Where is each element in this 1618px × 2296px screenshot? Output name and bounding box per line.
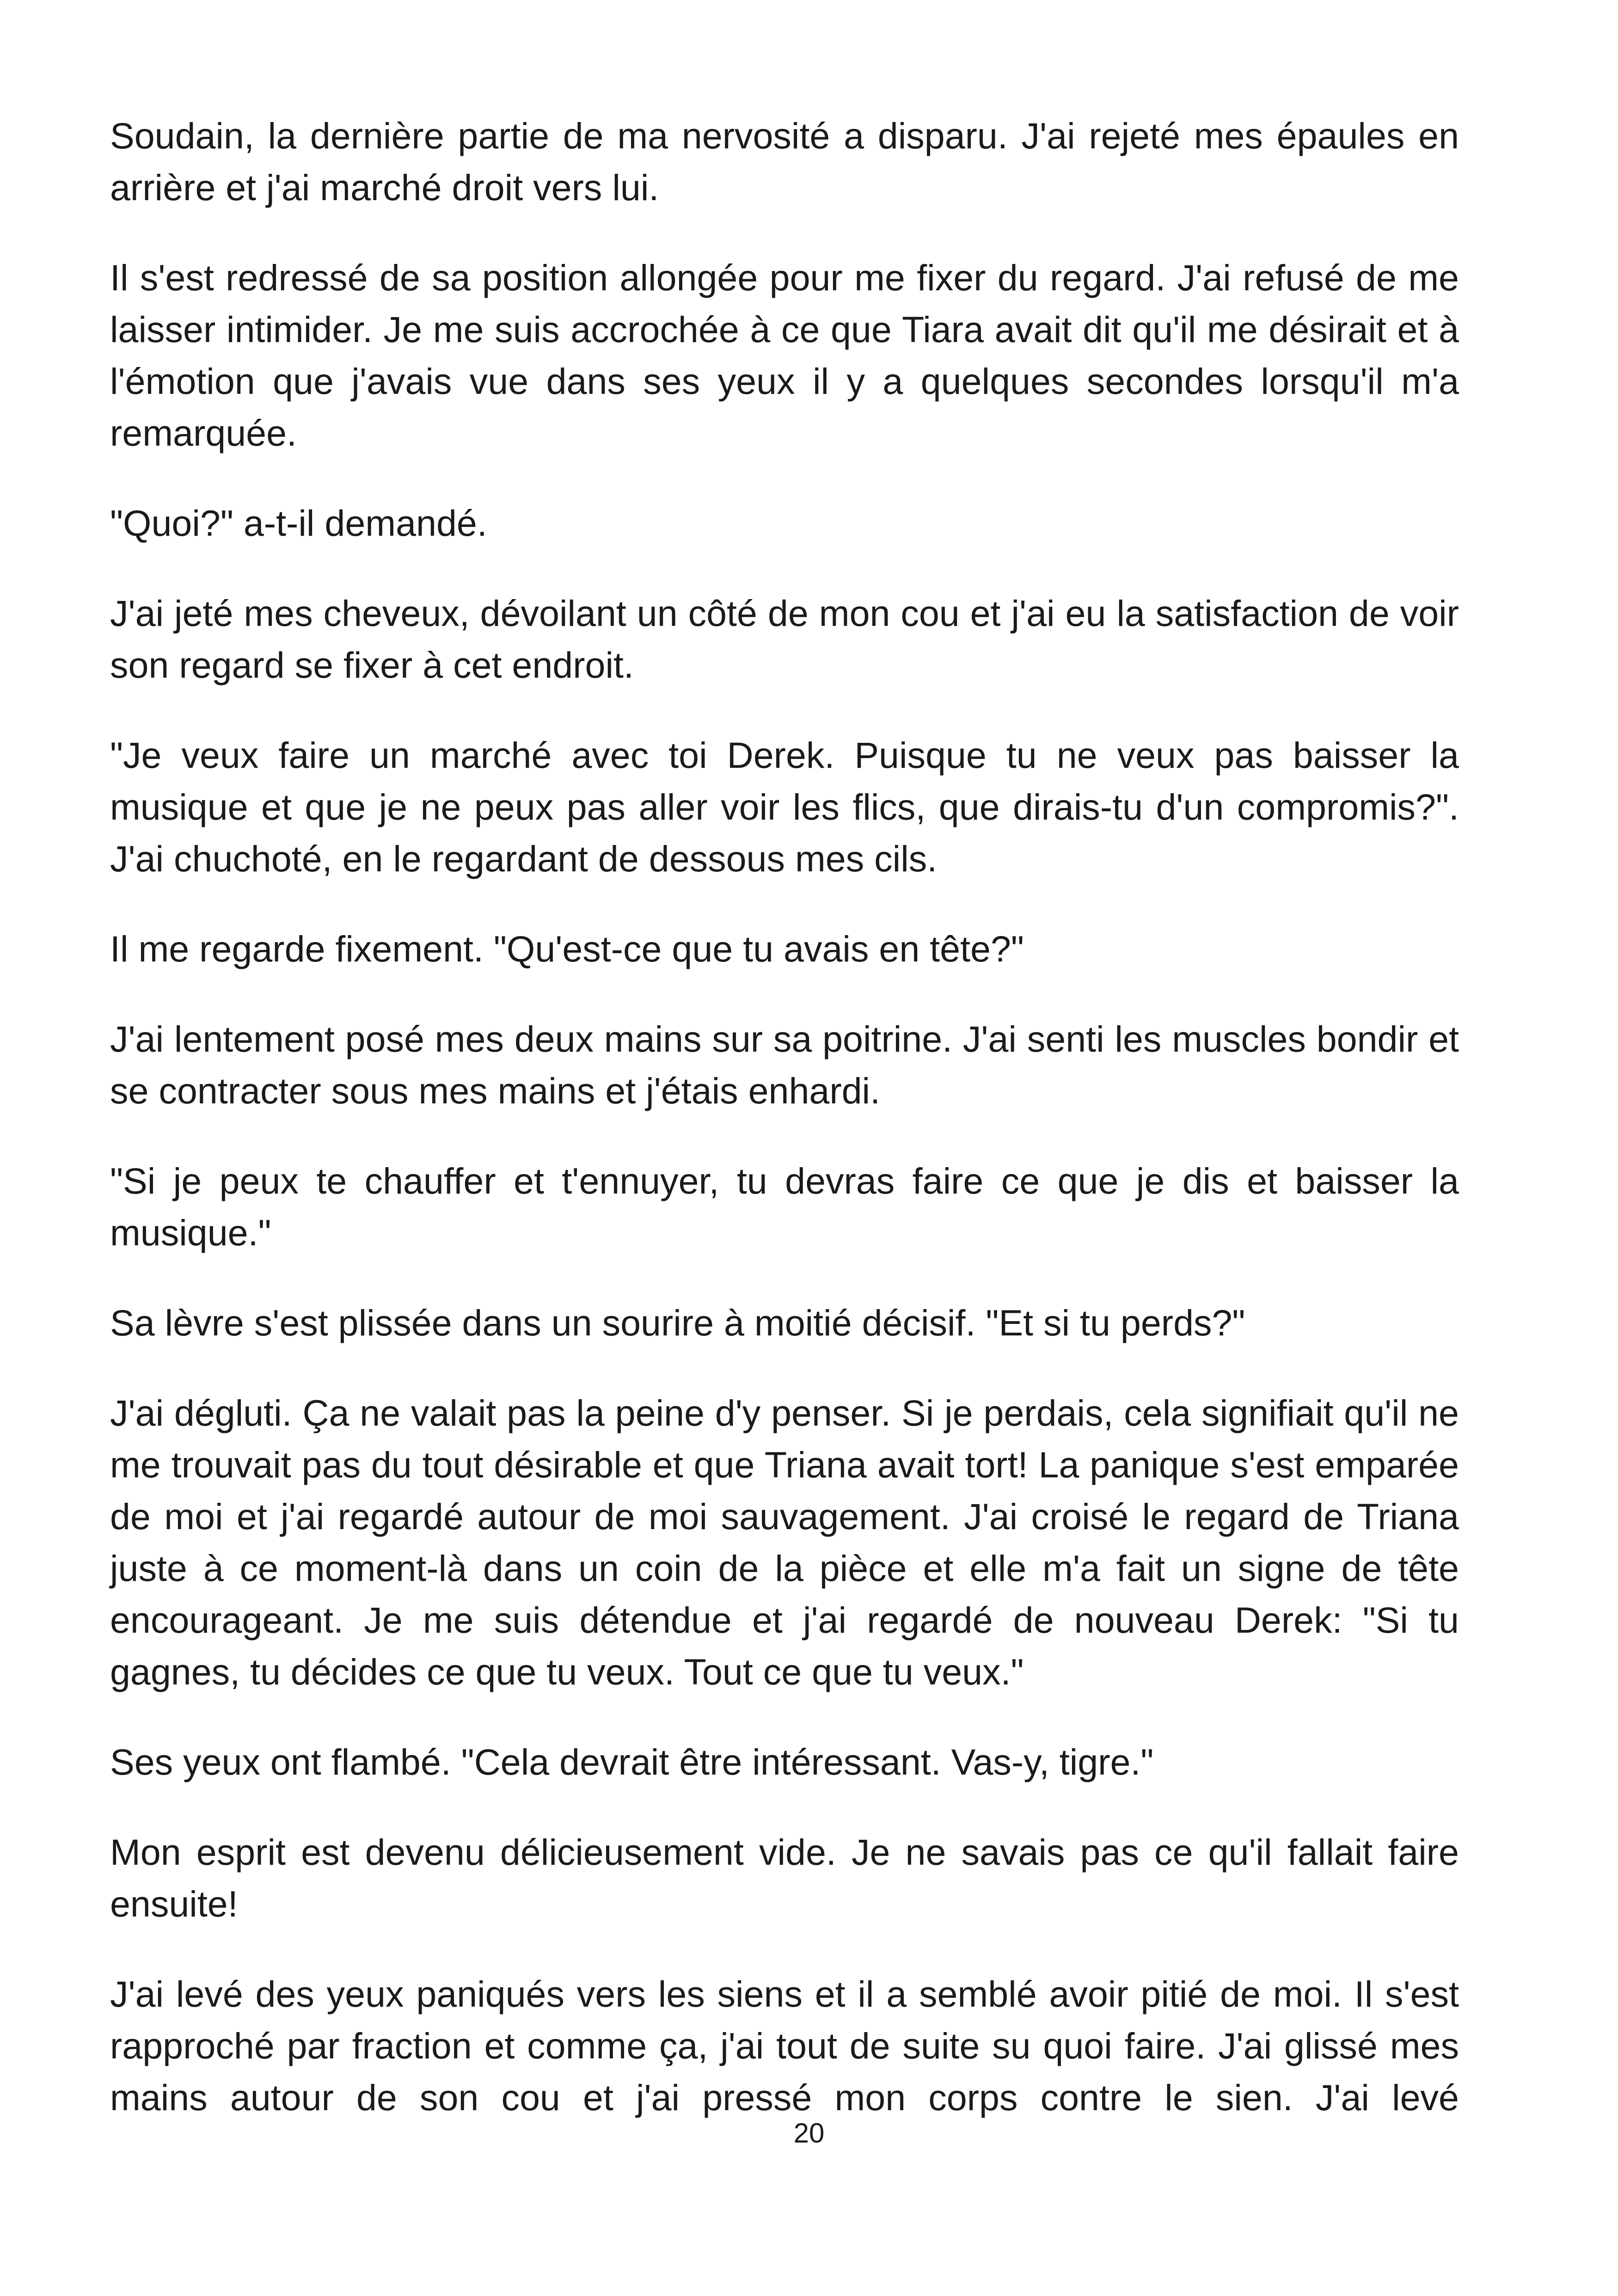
paragraph-8: "Si je peux te chauffer et t'ennuyer, tu devras faire ce que je dis et baisser la musique."	[110, 1160, 1459, 1253]
paragraph-13: J'ai levé des yeux paniqués vers les siens et il a semblé avoir pitié de moi. Il s'est rapproché par fraction et comme ça, j'ai tout de suite su quoi faire. J'ai glissé mes mains autour de son cou et j'ai pressé mon corps contre le sien. J'ai levé	[110, 1973, 1459, 2118]
paragraph-12: Mon esprit est devenu délicieusement vide. Je ne savais pas ce qu'il fallait faire ensuite!	[110, 1831, 1459, 1924]
paragraph-11: Ses yeux ont flambé. "Cela devrait être intéressant. Vas-y, tigre."	[110, 1741, 1154, 1782]
paragraph-3: "Quoi?" a-t-il demandé.	[110, 502, 487, 544]
paragraph-7: J'ai lentement posé mes deux mains sur sa poitrine. J'ai senti les muscles bondir et se contracter sous mes mains et j'étais enhardi.	[110, 1018, 1459, 1111]
paragraph-6: Il me regarde fixement. "Qu'est-ce que tu avais en tête?"	[110, 928, 1024, 969]
paragraph-9: Sa lèvre s'est plissée dans un sourire à moitié décisif. "Et si tu perds?"	[110, 1302, 1245, 1343]
paragraph-1: Soudain, la dernière partie de ma nervosité a disparu. J'ai rejeté mes épaules en arrière et j'ai marché droit vers lui.	[110, 115, 1459, 208]
paragraph-2: Il s'est redressé de sa position allongée pour me fixer du regard. J'ai refusé de me laisser intimider. Je me suis accrochée à ce que Tiara avait dit qu'il me désirait et à l'émotion que j'avais vue dans ses yeux il y a quelques secondes lorsqu'il m'a remarquée.	[110, 257, 1459, 453]
body-text	[110, 110, 1459, 2124]
paragraph-10: J'ai dégluti. Ça ne valait pas la peine d'y penser. Si je perdais, cela signifiait qu'il ne me trouvait pas du tout désirable et que Triana avait tort! La panique s'est emparée de moi et j'ai regardé autour de moi sauvagement. J'ai croisé le regard de Triana juste à ce moment-là dans un coin de la pièce et elle m'a fait un signe de tête encourageant. Je me suis détendue et j'ai regardé de nouveau Derek: "Si tu gagnes, tu décides ce que tu veux. Tout ce que tu veux."	[110, 1392, 1459, 1692]
paragraph-4: J'ai jeté mes cheveux, dévoilant un côté de mon cou et j'ai eu la satisfaction de voir son regard se fixer à cet endroit.	[110, 593, 1459, 686]
page-number: 20	[793, 2118, 825, 2149]
paragraph-5: "Je veux faire un marché avec toi Derek. Puisque tu ne veux pas baisser la musique et que je ne peux pas aller voir les flics, que dirais-tu d'un compromis?". J'ai chuchoté, en le regardant de dessous mes cils.	[110, 735, 1459, 879]
